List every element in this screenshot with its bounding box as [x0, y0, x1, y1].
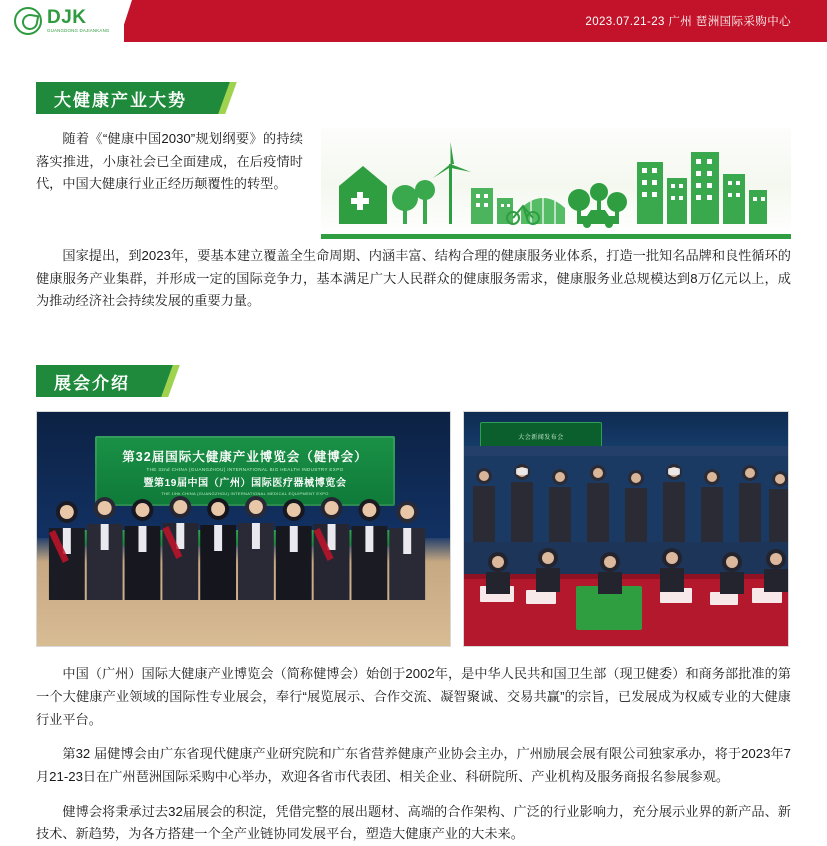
audience-silhouettes: [464, 446, 789, 542]
logo-subtitle: GUANGDONG DAJIANKANG: [47, 28, 110, 34]
green-city-health-illustration: [321, 128, 791, 239]
red-covered-tables: [464, 534, 789, 646]
page-header: [0, 0, 827, 42]
expo-press-conference-photo: [463, 411, 789, 647]
intro-block: [36, 128, 791, 245]
conference-screen-text: 大会新闻发布会: [518, 434, 564, 441]
paragraph-trend-2: 国家提出，到2023年，要基本建立覆盖全生命周期、内涵丰富、结构合理的健康服务业体系，打造一批知名品牌和良性循环的健康服务产业集群，并形成一定的国际竞争力，基本满足广大人民群众的健康服务需求，健康服务业总规模达到8万亿元以上，成为推动经济社会持续发展的重要力量。: [36, 248, 791, 309]
brand-logo: [14, 7, 110, 35]
photo-gallery: [36, 411, 791, 647]
header-banner-bar: [124, 0, 827, 42]
paragraph-expo-2: 第32 届健博会由广东省现代健康产业研究院和广东省营养健康产业协会主办，广州励展会展有限公司独家承办，将于2023年7月21-23日在广州琶洲国际采购中心举办，欢迎各省市代表团、相关企业、科研院所、产业机构及服务商报名参展参观。: [36, 746, 791, 784]
guests-row-silhouettes: [37, 476, 450, 616]
logo-text: [47, 8, 110, 33]
expo-opening-ceremony-photo: [36, 411, 451, 647]
paragraph-expo-1: 中国（广州）国际大健康产业博览会（简称健博会）始创于2002年，是中华人民共和国卫生部（现卫健委）和商务部批准的第一个大健康产业领域的国际性专业展会，奉行“展览展示、合作交流、凝智聚诚、交易共赢”的宗旨，已发展成为权威专业的大健康行业平台。: [36, 666, 791, 727]
section-banner-expo-intro: [36, 365, 156, 397]
logo-area: [0, 0, 124, 42]
leaf-circle-logo-icon: [14, 7, 42, 35]
stage-banner-line2: THE 32nd CHINA (GUANGZHOU) INTERNATIONAL BIG HEALTH INDUSTRY EXPO: [146, 466, 344, 472]
stage-banner-line3: 暨第19届中国（广州）国际医疗器械博览会: [143, 477, 347, 489]
paragraph-expo-3: 健博会将秉承过去32届展会的积淀，凭借完整的展出题材、高端的合作架构、广泛的行业影响力，充分展示业界的新产品、新技术、新趋势，为各方搭建一个全产业链协同发展平台，塑造大健康产业的大未来。: [36, 803, 791, 842]
section-title: 展会介绍: [54, 373, 130, 393]
stage-banner-line4: THE 19th CHINA (GUANGZHOU) INTERNATIONAL MEDICAL EQUIPMENT EXPO: [161, 490, 329, 496]
paragraph-trend-1: 随着《“健康中国2030”规划纲要》的持续落实推进，小康社会已全面建成，在后疫情时代，中国大健康行业正经历颠覆性的转型。: [36, 131, 303, 192]
section-title: 大健康产业大势: [54, 90, 187, 110]
event-date-venue: 2023.07.21-23 广州 琶洲国际采购中心: [585, 16, 791, 28]
section-banner-industry-trend: [36, 82, 213, 114]
logo-name: DJK: [47, 7, 87, 29]
expo-intro-text: [36, 663, 791, 846]
stage-banner-line1: 第32届国际大健康产业博览会（健博会）: [122, 449, 368, 464]
page-content: [0, 42, 827, 846]
